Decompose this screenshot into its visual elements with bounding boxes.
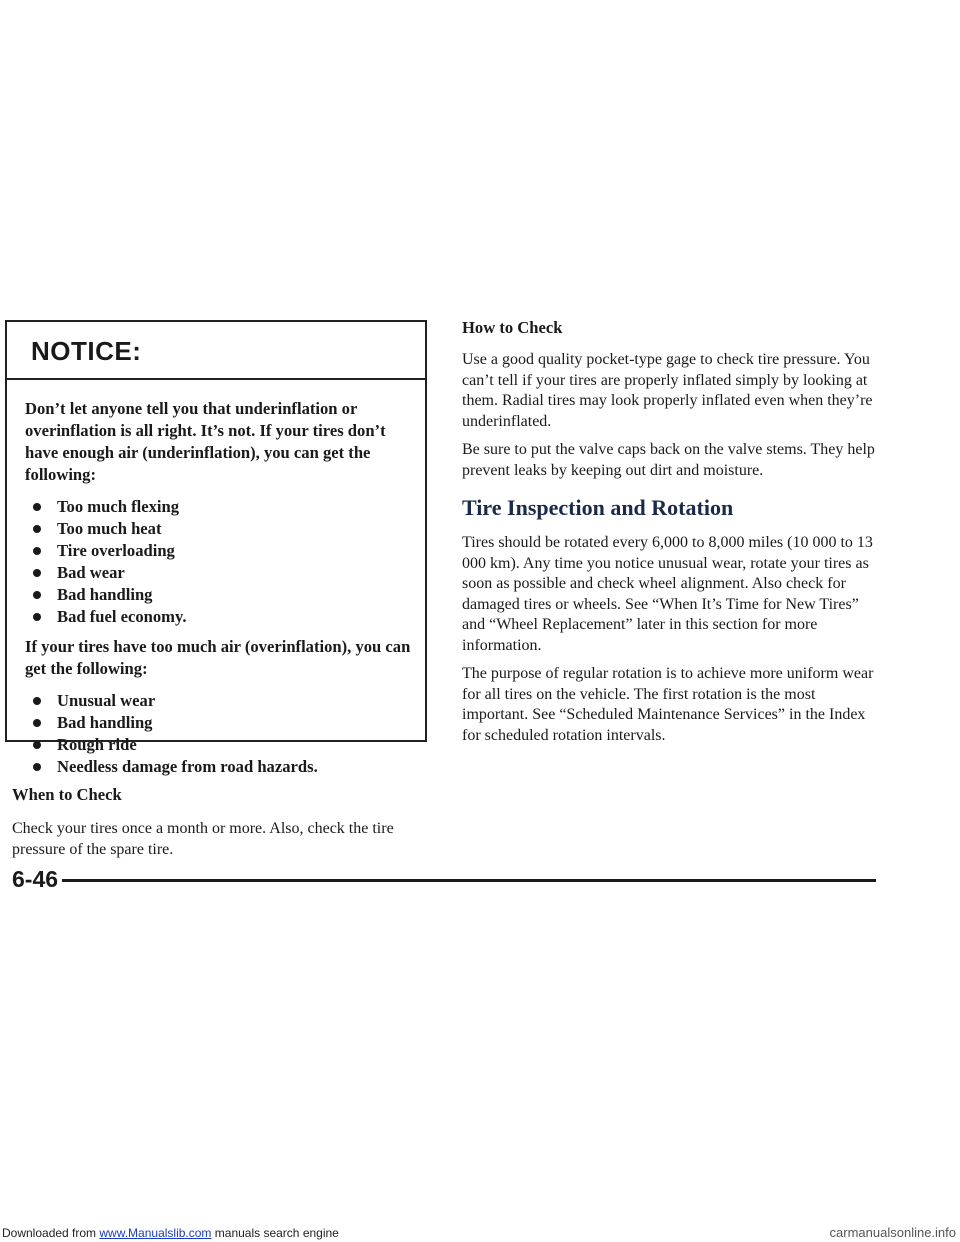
tire-inspection-title: Tire Inspection and Rotation — [462, 495, 734, 520]
manualslib-link[interactable]: www.Manualslib.com — [99, 1226, 212, 1240]
bullet-icon — [33, 525, 41, 533]
bullet-icon — [33, 697, 41, 705]
tire-inspection-para2: The purpose of regular rotation is to achieve more uniform wear for all tires on the vehicle. The first rotation is the most important. See “Scheduled Maintenance Services” in the Index for scheduled rotation intervals. — [462, 665, 874, 744]
footer-source: Downloaded from www.Manualslib.com manuals search engine — [2, 1226, 339, 1240]
bullet-icon — [33, 719, 41, 727]
notice-intro: Don’t let anyone tell you that underinflation or overinflation is all right. It’s not. If your tires don’t have enough air (underinflation), you can get the following: — [25, 399, 386, 484]
when-to-check-heading: When to Check — [12, 785, 122, 804]
bullet-icon — [33, 547, 41, 555]
notice-over-intro: If your tires have too much air (overinflation), you can get the following: — [25, 637, 411, 678]
bullet-icon — [33, 741, 41, 749]
tire-inspection-para1: Tires should be rotated every 6,000 to 8,000 miles (10 000 to 13 000 km). Any time you notice unusual wear, rotate your tires as soon as possible and check wheel alignment. Also check for damaged tires or wheels. See “When It’s Time for New Tires” and “Wheel Replacement” later in this section for more information. — [462, 534, 873, 654]
notice-title: NOTICE: — [7, 322, 425, 380]
underinflation-list — [25, 496, 411, 628]
bullet-icon — [33, 591, 41, 599]
list-item: Too much flexing — [25, 496, 411, 518]
notice-box — [5, 320, 427, 776]
bullet-icon — [33, 613, 41, 621]
bullet-icon — [33, 503, 41, 511]
overinflation-list — [25, 690, 411, 778]
bullet-icon — [33, 569, 41, 577]
when-to-check-section — [12, 785, 432, 860]
list-item: Bad handling — [25, 712, 411, 734]
page-number: 6-46 — [12, 866, 59, 892]
list-item: Rough ride — [25, 734, 411, 756]
list-item: Bad wear — [25, 562, 411, 584]
list-item: Unusual wear — [25, 690, 411, 712]
watermark-text: carmanualsonline.info — [829, 1225, 956, 1240]
bullet-icon — [33, 763, 41, 771]
how-to-check-para1: Use a good quality pocket-type gage to check tire pressure. You can’t tell if your tires are properly inflated simply by looking at them. Radial tires may look properly inflated even when they’re underinflated. — [462, 351, 873, 430]
footer-rule — [62, 879, 876, 882]
how-to-check-para2: Be sure to put the valve caps back on the valve stems. They help prevent leaks by keeping out dirt and moisture. — [462, 441, 875, 479]
when-to-check-text: Check your tires once a month or more. Also, check the tire pressure of the spare tire. — [12, 820, 394, 858]
list-item: Too much heat — [25, 518, 411, 540]
list-item: Bad handling — [25, 584, 411, 606]
how-to-check-heading: How to Check — [462, 318, 563, 337]
list-item: Bad fuel economy. — [25, 606, 411, 628]
list-item: Needless damage from road hazards. — [25, 756, 411, 778]
notice-body — [7, 380, 425, 778]
download-footer — [0, 1225, 960, 1242]
list-item: Tire overloading — [25, 540, 411, 562]
right-column — [462, 318, 882, 754]
